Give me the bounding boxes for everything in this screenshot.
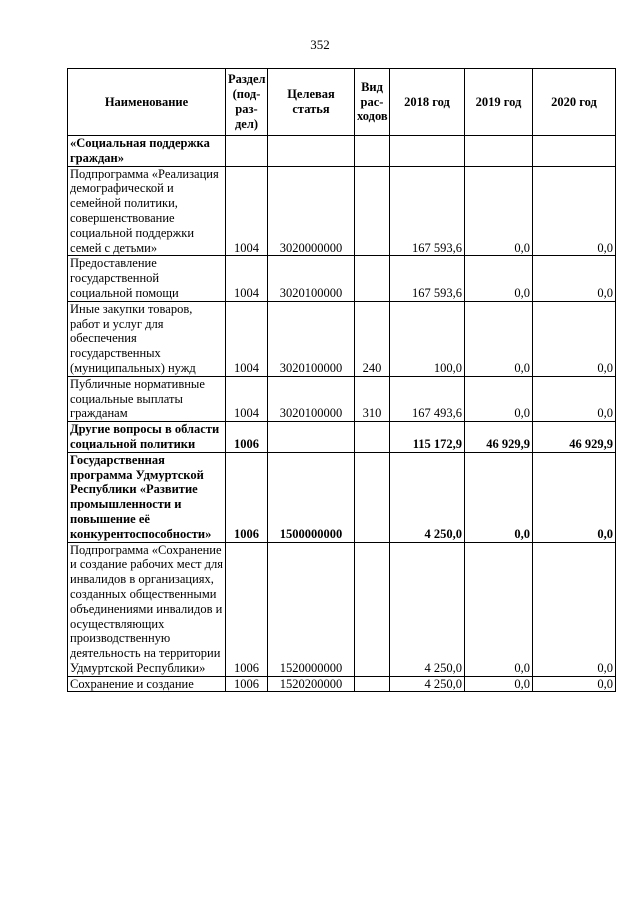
cell-name: Подпрограмма «Реализация демографической и семейной политики, совершенствование социальной поддержки семей с детьми» [68, 166, 226, 256]
cell-expense: 240 [355, 301, 390, 376]
cell-section [226, 136, 268, 167]
cell-2020: 0,0 [533, 376, 616, 421]
table-row [68, 676, 616, 692]
cell-2019: 0,0 [465, 676, 533, 692]
cell-target [268, 136, 355, 167]
col-header-2019: 2019 год [465, 69, 533, 136]
cell-target [268, 422, 355, 453]
cell-2020: 0,0 [533, 301, 616, 376]
table-row [68, 376, 616, 421]
cell-2018: 167 593,6 [390, 166, 465, 256]
cell-2018: 4 250,0 [390, 676, 465, 692]
cell-2020: 0,0 [533, 166, 616, 256]
cell-expense [355, 676, 390, 692]
table-row [68, 452, 616, 542]
col-header-section: Раздел (под-раз-дел) [226, 69, 268, 136]
cell-expense: 310 [355, 376, 390, 421]
header-row [68, 69, 616, 136]
cell-name: Предоставление государственной социальной помощи [68, 256, 226, 301]
cell-name: Публичные нормативные социальные выплаты гражданам [68, 376, 226, 421]
cell-2018: 4 250,0 [390, 542, 465, 676]
cell-target: 3020100000 [268, 376, 355, 421]
cell-expense [355, 136, 390, 167]
cell-name: Подпрограмма «Сохранение и создание рабочих мест для инвалидов в организациях, созданных общественными объединениями инвалидов и осуществляющих производственную деятельность на территории Удмуртской Республики» [68, 542, 226, 676]
cell-target: 3020000000 [268, 166, 355, 256]
cell-2019: 0,0 [465, 376, 533, 421]
cell-target: 3020100000 [268, 256, 355, 301]
col-header-2020: 2020 год [533, 69, 616, 136]
cell-2018: 167 593,6 [390, 256, 465, 301]
cell-name: Другие вопросы в области социальной политики [68, 422, 226, 453]
cell-2020: 0,0 [533, 676, 616, 692]
table-row [68, 256, 616, 301]
cell-2019: 0,0 [465, 256, 533, 301]
cell-expense [355, 452, 390, 542]
col-header-name: Наименование [68, 69, 226, 136]
cell-2019: 0,0 [465, 166, 533, 256]
table-row [68, 166, 616, 256]
cell-target: 1520000000 [268, 542, 355, 676]
cell-name: Иные закупки товаров, работ и услуг для обеспечения государственных (муниципальных) нужд [68, 301, 226, 376]
table-row [68, 136, 616, 167]
cell-2018: 4 250,0 [390, 452, 465, 542]
cell-expense [355, 422, 390, 453]
col-header-2018: 2018 год [390, 69, 465, 136]
cell-section: 1004 [226, 166, 268, 256]
col-header-expense: Вид рас-ходов [355, 69, 390, 136]
cell-2020: 0,0 [533, 452, 616, 542]
cell-2019: 0,0 [465, 301, 533, 376]
table-row [68, 542, 616, 676]
cell-section: 1004 [226, 256, 268, 301]
cell-section: 1006 [226, 422, 268, 453]
cell-2018: 100,0 [390, 301, 465, 376]
cell-expense [355, 256, 390, 301]
cell-2018: 167 493,6 [390, 376, 465, 421]
cell-target: 1500000000 [268, 452, 355, 542]
table-body [68, 136, 616, 692]
cell-target: 3020100000 [268, 301, 355, 376]
cell-2020: 0,0 [533, 542, 616, 676]
cell-2019: 0,0 [465, 542, 533, 676]
cell-name: Сохранение и создание [68, 676, 226, 692]
cell-section: 1006 [226, 542, 268, 676]
cell-name: «Социальная поддержка граждан» [68, 136, 226, 167]
page-number: 352 [310, 37, 330, 52]
cell-2020 [533, 136, 616, 167]
budget-table [67, 68, 616, 692]
cell-name: Государственная программа Удмуртской Республики «Развитие промышленности и повышение её конкурентоспособности» [68, 452, 226, 542]
cell-expense [355, 166, 390, 256]
cell-section: 1006 [226, 676, 268, 692]
cell-expense [355, 542, 390, 676]
cell-2019: 46 929,9 [465, 422, 533, 453]
table-row [68, 301, 616, 376]
col-header-target: Целевая статья [268, 69, 355, 136]
cell-2019: 0,0 [465, 452, 533, 542]
cell-2019 [465, 136, 533, 167]
cell-2018: 115 172,9 [390, 422, 465, 453]
cell-section: 1006 [226, 452, 268, 542]
cell-target: 1520200000 [268, 676, 355, 692]
cell-2020: 0,0 [533, 256, 616, 301]
cell-section: 1004 [226, 301, 268, 376]
cell-2018 [390, 136, 465, 167]
cell-section: 1004 [226, 376, 268, 421]
cell-2020: 46 929,9 [533, 422, 616, 453]
table-row [68, 422, 616, 453]
